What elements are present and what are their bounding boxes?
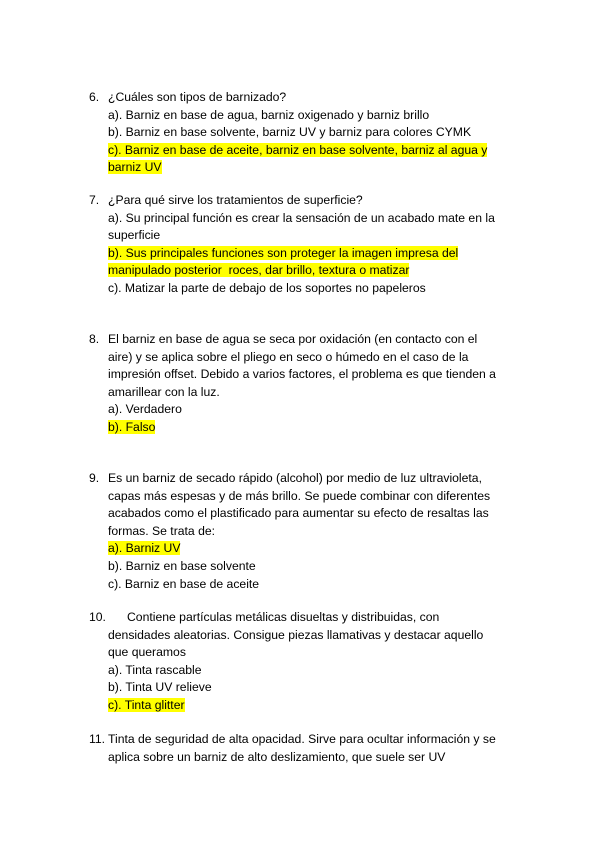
question-text: ¿Cuáles son tipos de barnizado? bbox=[108, 90, 287, 104]
question-text-cont: aplica sobre un barniz de alto deslizamiento, que suele ser UV bbox=[108, 749, 446, 764]
question-number: 6. bbox=[89, 90, 100, 104]
option-c: c). Barniz en base de aceite bbox=[108, 576, 260, 591]
question-number: 9. bbox=[89, 471, 100, 485]
question-body bbox=[108, 192, 533, 298]
question-body bbox=[108, 89, 533, 177]
option-a: a). Tinta rascable bbox=[108, 662, 202, 677]
question-text-cont: amarillear con la luz. bbox=[108, 384, 220, 399]
option-b: b). Barniz en base solvente, barniz UV y barniz para colores CYMK bbox=[108, 125, 472, 140]
option-b: b). Barniz en base solvente bbox=[108, 558, 256, 573]
option-b-highlighted-cont: manipulado posterior roces, dar brillo, textura o matizar bbox=[108, 263, 410, 278]
question-number: 10. bbox=[89, 610, 106, 624]
question-text: El barniz en base de agua se seca por oxidación (en contacto con el bbox=[108, 332, 478, 346]
option-b: b). Tinta UV relieve bbox=[108, 680, 212, 695]
question-number: 11. bbox=[89, 732, 106, 746]
question-text-cont: densidades aleatorias. Consigue piezas llamativas y destacar aquello bbox=[108, 627, 484, 642]
question-text: ¿Para qué sirve los tratamientos de superficie? bbox=[108, 193, 363, 207]
question-text: Contiene partículas metálicas disueltas y distribuidas, con bbox=[127, 610, 440, 624]
question-body bbox=[108, 470, 533, 593]
question-body bbox=[108, 609, 533, 715]
option-a: a). Barniz en base de agua, barniz oxigenado y barniz brillo bbox=[108, 107, 430, 122]
question-text-cont: impresión offset. Debido a varios factores, el problema es que tienden a bbox=[108, 367, 496, 382]
option-c: c). Matizar la parte de debajo de los soportes no papeleros bbox=[108, 280, 426, 295]
question-text-cont: capas más espesas y de más brillo. Se puede combinar con diferentes bbox=[108, 488, 491, 503]
option-a: a). Verdadero bbox=[108, 402, 182, 417]
question-text-cont: formas. Se trata de: bbox=[108, 523, 216, 538]
option-c-highlighted: c). Barniz en base de aceite, barniz en base solvente, barniz al agua y bbox=[108, 142, 488, 157]
option-b-highlighted: b). Falso bbox=[108, 419, 156, 434]
question-text: Tinta de seguridad de alta opacidad. Sirve para ocultar información y se bbox=[108, 732, 496, 746]
question-body bbox=[108, 331, 533, 437]
option-c-highlighted-cont: barniz UV bbox=[108, 160, 162, 175]
question-text-cont: que queramos bbox=[108, 645, 186, 660]
question-body bbox=[108, 731, 533, 766]
option-b-highlighted: b). Sus principales funciones son proteger la imagen impresa del bbox=[108, 245, 459, 260]
question-text-cont: acabados como el plastificado para aumentar su efecto de resaltas las bbox=[108, 506, 489, 521]
question-text-cont: aire) y se aplica sobre el pliego en seco o húmedo en el caso de la bbox=[108, 349, 469, 364]
option-a-cont: superficie bbox=[108, 228, 161, 243]
option-a: a). Su principal función es crear la sensación de un acabado mate en la bbox=[108, 210, 495, 225]
question-number: 8. bbox=[89, 332, 100, 346]
option-c-highlighted: c). Tinta glitter bbox=[108, 697, 185, 712]
question-number: 7. bbox=[89, 193, 100, 207]
option-a-highlighted: a). Barniz UV bbox=[108, 541, 181, 556]
question-text: Es un barniz de secado rápido (alcohol) por medio de luz ultravioleta, bbox=[108, 471, 482, 485]
